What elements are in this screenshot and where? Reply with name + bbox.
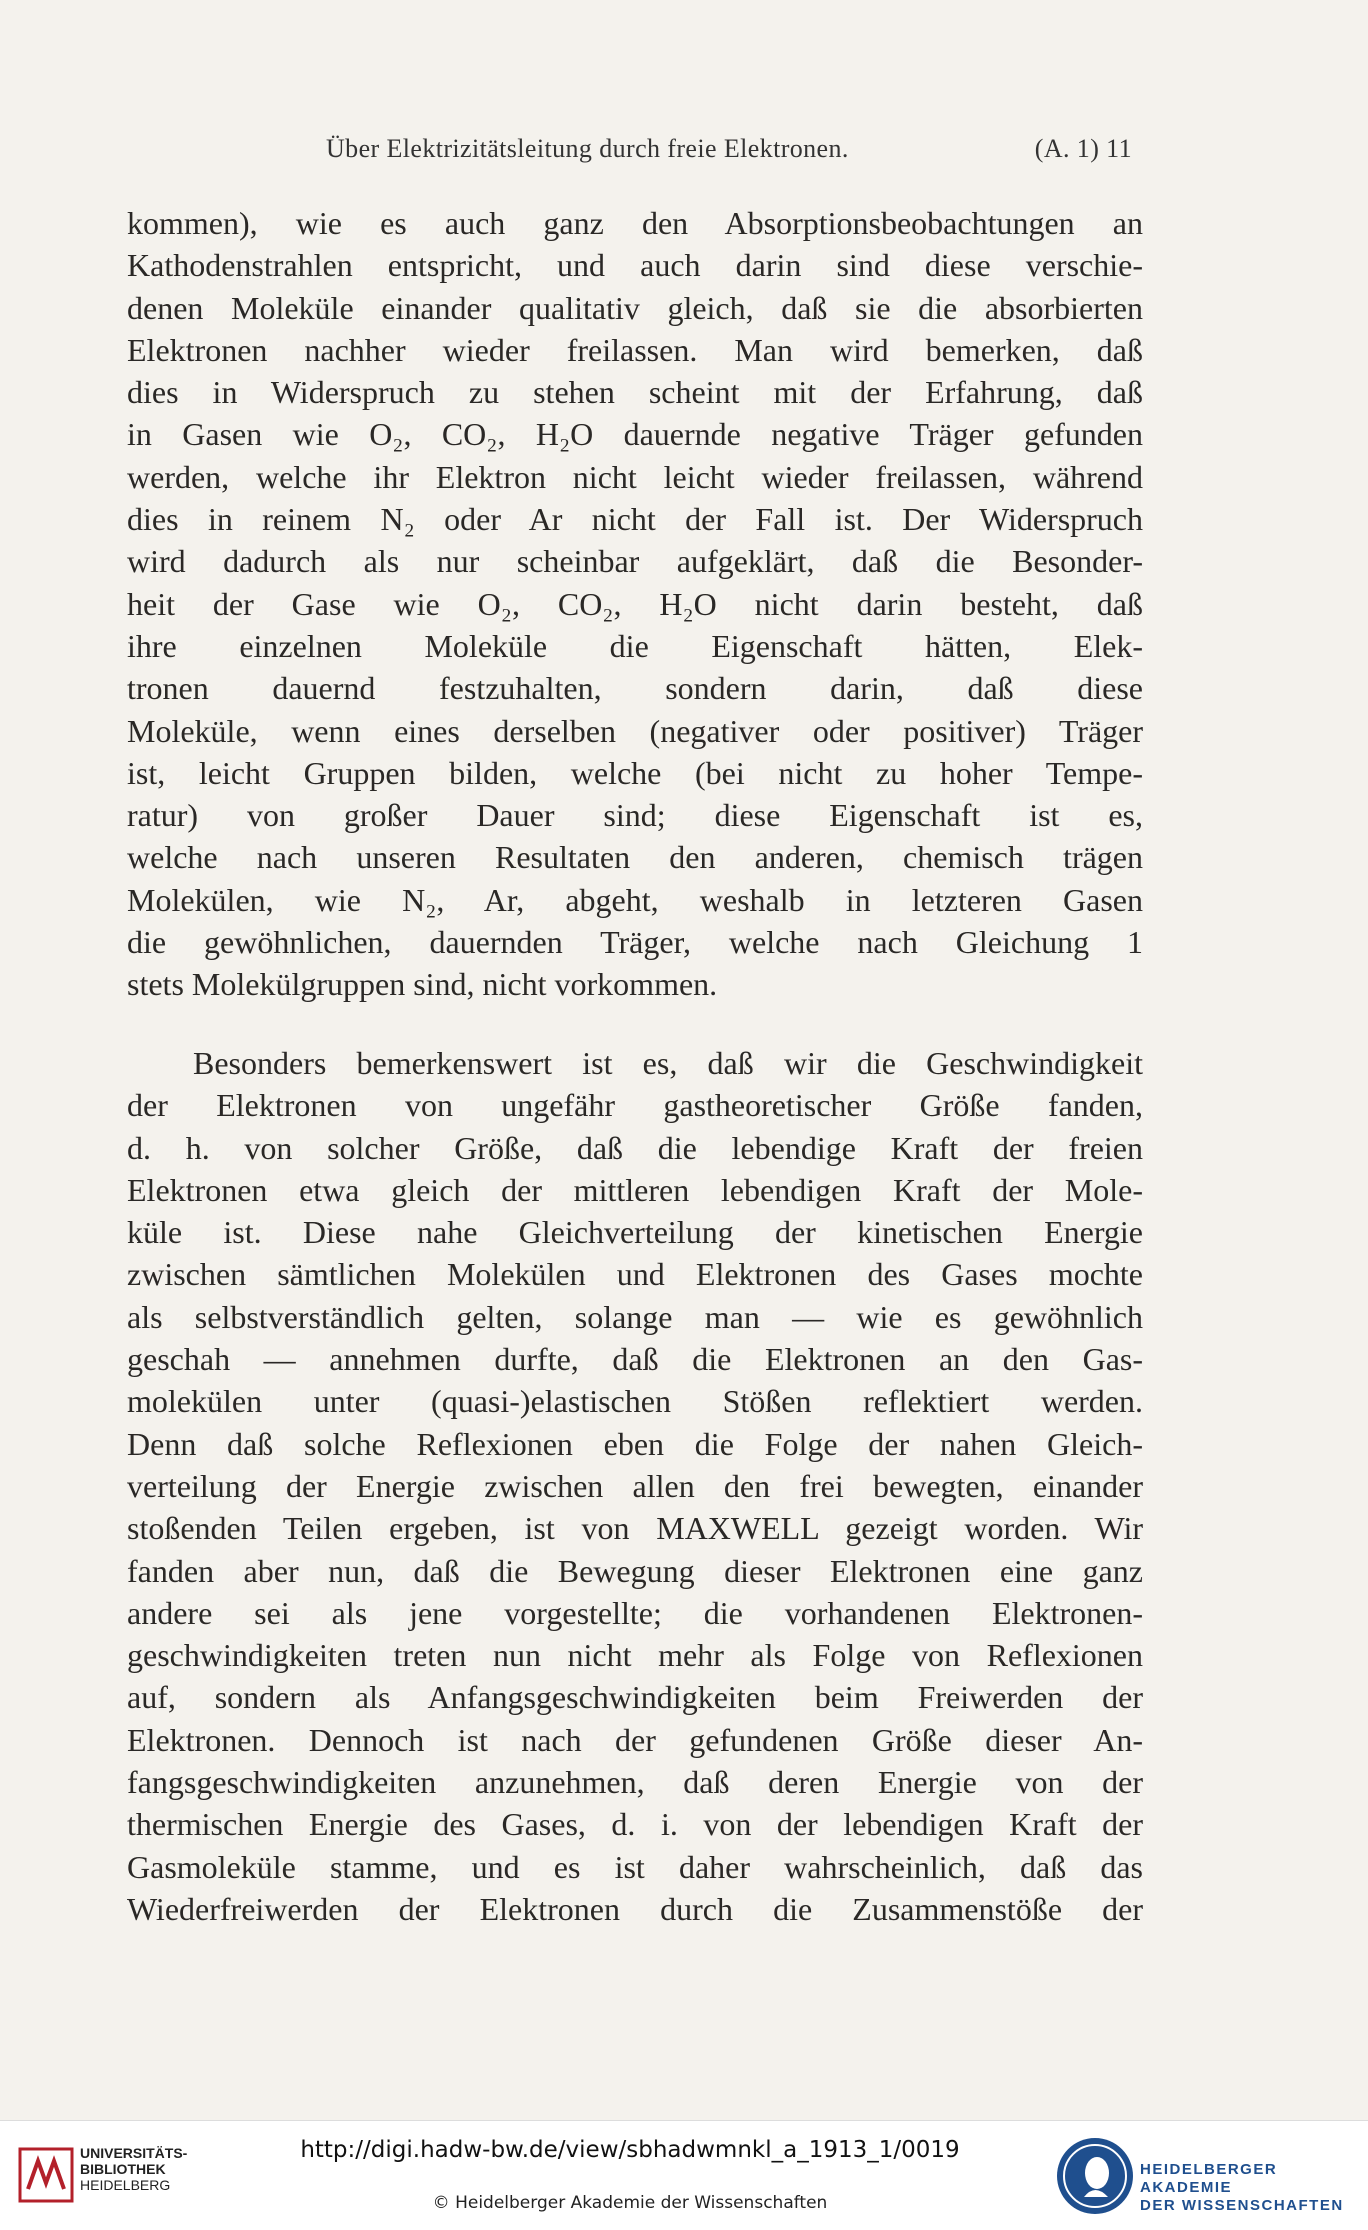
text-line: wird dadurch als nur scheinbar aufgeklärt, daß die Besonder- — [127, 543, 1143, 580]
text-line: die gewöhnlichen, dauernden Träger, welche nach Gleichung 1 — [127, 924, 1143, 961]
text-line: auf, sondern als Anfangsgeschwindigkeiten beim Freiwerden der — [127, 1679, 1143, 1716]
text-line: ist, leicht Gruppen bilden, welche (bei nicht zu hoher Tempe- — [127, 754, 1143, 791]
text-line: verteilung der Energie zwischen allen den frei bewegten, einander — [127, 1467, 1143, 1504]
text-line: geschah — annehmen durfte, daß die Elektronen an den Gas- — [127, 1341, 1143, 1378]
text-line: fangsgeschwindigkeiten anzunehmen, daß deren Energie von der — [127, 1764, 1143, 1801]
text-line: Elektronen etwa gleich der mittleren lebendigen Kraft der Mole- — [127, 1171, 1143, 1208]
text-line: Kathodenstrahlen entspricht, und auch darin sind diese verschie- — [127, 247, 1143, 284]
text-line: Wiederfreiwerden der Elektronen durch die Zusammenstöße der — [127, 1890, 1143, 1927]
text-line: molekülen unter (quasi-)elastischen Stößen reflektiert werden. — [127, 1383, 1143, 1420]
text-line: Denn daß solche Reflexionen eben die Folge der nahen Gleich- — [127, 1425, 1143, 1462]
text-line: tronen dauernd festzuhalten, sondern darin, daß diese — [127, 670, 1143, 707]
running-header — [326, 134, 1132, 164]
text-line: Molekülen, wie N₂, Ar, abgeht, weshalb in letzteren Gasen — [127, 881, 1143, 918]
text-line: Besonders bemerkenswert ist es, daß wir die Geschwindigkeit — [193, 1045, 1143, 1081]
text-line: dies in reinem N₂ oder Ar nicht der Fall ist. Der Widerspruch — [127, 501, 1143, 538]
text-line: Gasmoleküle stamme, und es ist daher wahrscheinlich, daß das — [127, 1848, 1143, 1885]
text-line: andere sei als jene vorgestellte; die vorhandenen Elektronen- — [127, 1594, 1143, 1631]
permalink-url[interactable]: http://digi.hadw-bw.de/view/sbhadwmnkl_a_1913_1/0019 — [300, 2137, 960, 2163]
text-line: stoßenden Teilen ergeben, ist von MAXWELL gezeigt worden. Wir — [127, 1510, 1143, 1547]
text-line: heit der Gase wie O₂, CO₂, H₂O nicht darin besteht, daß — [127, 585, 1143, 622]
running-header-title: Über Elektrizitätsleitung durch freie Elektronen. — [326, 134, 849, 163]
text-line: küle ist. Diese nahe Gleichverteilung der kinetischen Energie — [127, 1214, 1143, 1251]
page-number: (A. 1) 11 — [1034, 134, 1132, 163]
text-line: stets Molekülgruppen sind, nicht vorkommen. — [127, 966, 718, 1003]
text-line: dies in Widerspruch zu stehen scheint mit der Erfahrung, daß — [127, 374, 1143, 411]
text-line: ratur) von großer Dauer sind; diese Eigenschaft ist es, — [127, 797, 1143, 834]
text-line: der Elektronen von ungefähr gastheoretischer Größe fanden, — [127, 1087, 1143, 1124]
text-line: denen Moleküle einander qualitativ gleich, daß sie die absorbierten — [127, 289, 1143, 326]
text-line: welche nach unseren Resultaten den anderen, chemisch trägen — [127, 839, 1143, 876]
paragraph-1 — [127, 202, 1143, 1006]
text-line: zwischen sämtlichen Molekülen und Elektronen des Gases mochte — [127, 1256, 1143, 1293]
university-library-name: UNIVERSITÄTS- BIBLIOTHEK HEIDELBERG — [80, 2145, 188, 2193]
text-line: Moleküle, wenn eines derselben (negativer oder positiver) Träger — [127, 712, 1143, 749]
text-line: kommen), wie es auch ganz den Absorptionsbeobachtungen an — [127, 205, 1143, 241]
text-line: geschwindigkeiten treten nun nicht mehr als Folge von Reflexionen — [127, 1637, 1143, 1674]
text-line: ihre einzelnen Moleküle die Eigenschaft hätten, Elek- — [127, 627, 1143, 664]
footer-bar — [0, 2120, 1368, 2230]
text-line: in Gasen wie O₂, CO₂, H₂O dauernde negative Träger gefunden — [127, 416, 1143, 453]
university-library-logo-icon — [14, 2143, 78, 2207]
academy-name: HEIDELBERGER AKADEMIE DER WISSENSCHAFTEN — [1140, 2161, 1344, 2214]
academy-seal-icon — [1054, 2135, 1136, 2217]
text-line: thermischen Energie des Gases, d. i. von der lebendigen Kraft der — [127, 1806, 1143, 1843]
text-line: fanden aber nun, daß die Bewegung dieser Elektronen eine ganz — [127, 1552, 1143, 1589]
text-line: werden, welche ihr Elektron nicht leicht wieder freilassen, während — [127, 458, 1143, 495]
paragraph-2 — [127, 1042, 1143, 1930]
text-line: d. h. von solcher Größe, daß die lebendige Kraft der freien — [127, 1129, 1143, 1166]
text-line: Elektronen nachher wieder freilassen. Man wird bemerken, daß — [127, 331, 1143, 368]
copyright-notice: © Heidelberger Akademie der Wissenschaften — [432, 2193, 828, 2213]
text-line: als selbstverständlich gelten, solange man — wie es gewöhnlich — [127, 1298, 1143, 1335]
text-line: Elektronen. Dennoch ist nach der gefundenen Größe dieser An- — [127, 1721, 1143, 1758]
